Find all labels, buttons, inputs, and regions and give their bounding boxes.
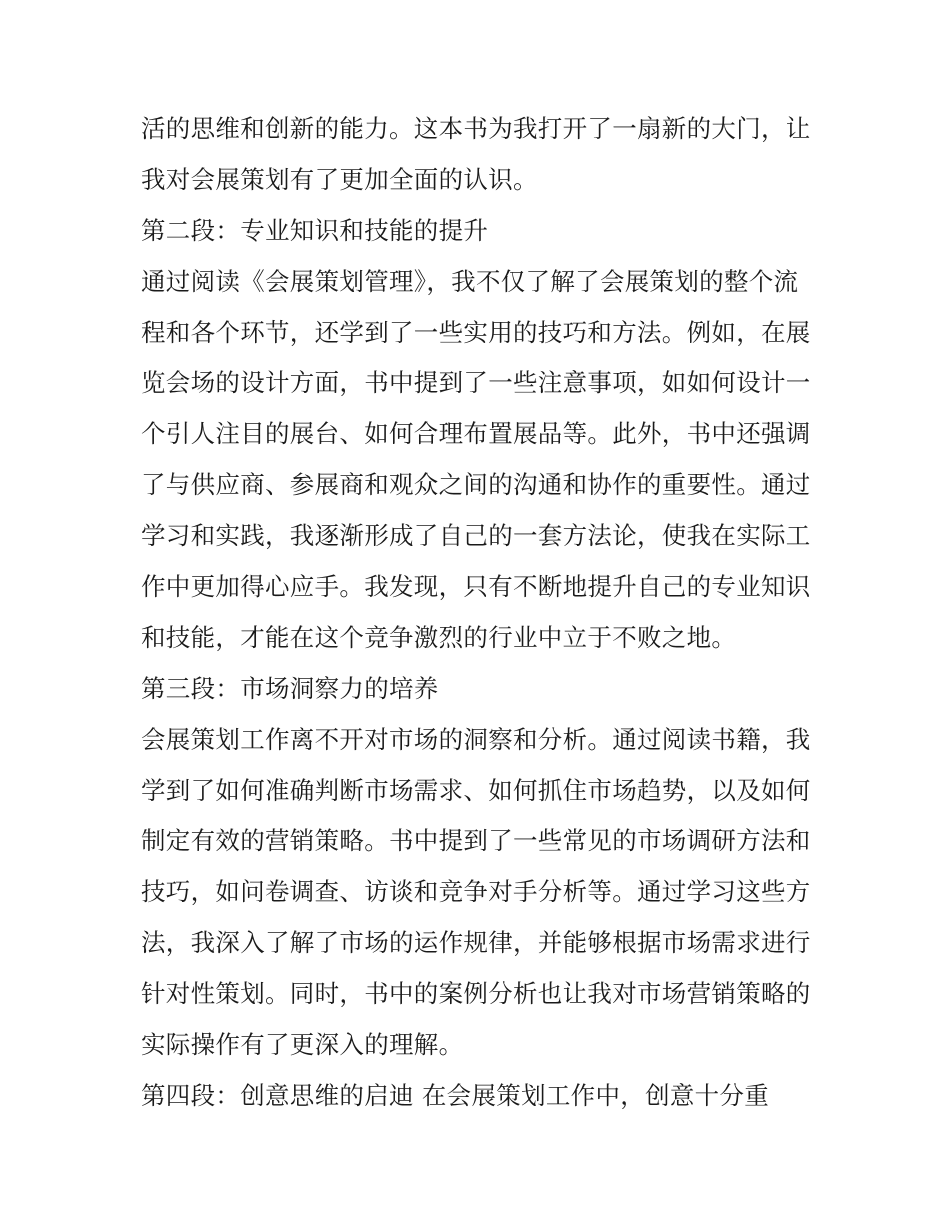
text-line: 我对会展策划有了更加全面的认识。 bbox=[141, 164, 538, 194]
text-line: 法，我深入了解了市场的运作规律，并能够根据市场需求进行 bbox=[141, 928, 811, 958]
text-line: 了与供应商、参展商和观众之间的沟通和协作的重要性。通过 bbox=[141, 470, 811, 500]
text-line: 制定有效的营销策略。书中提到了一些常见的市场调研方法和 bbox=[141, 826, 811, 856]
text-line: 个引人注目的展台、如何合理布置展品等。此外，书中还强调 bbox=[141, 419, 811, 449]
text-line: 作中更加得心应手。我发现，只有不断地提升自己的专业知识 bbox=[141, 572, 811, 602]
text-line: 览会场的设计方面，书中提到了一些注意事项，如如何设计一 bbox=[141, 368, 811, 398]
body-text bbox=[141, 104, 831, 1122]
section-heading-3: 第三段：市场洞察力的培养 bbox=[141, 673, 439, 703]
text-line: 学到了如何准确判断市场需求、如何抓住市场趋势，以及如何 bbox=[141, 775, 811, 805]
text-line: 技巧，如问卷调查、访谈和竞争对手分析等。通过学习这些方 bbox=[141, 877, 811, 907]
section-heading-2: 第二段：专业知识和技能的提升 bbox=[141, 215, 489, 245]
text-line: 和技能，才能在这个竞争激烈的行业中立于不败之地。 bbox=[141, 622, 737, 652]
text-line: 针对性策划。同时，书中的案例分析也让我对市场营销策略的 bbox=[141, 979, 811, 1009]
text-line: 学习和实践，我逐渐形成了自己的一套方法论，使我在实际工 bbox=[141, 521, 811, 551]
text-line: 会展策划工作离不开对市场的洞察和分析。通过阅读书籍，我 bbox=[141, 724, 811, 754]
text-line: 活的思维和创新的能力。这本书为我打开了一扇新的大门，让 bbox=[141, 114, 811, 143]
section-heading-4: 第四段：创意思维的启迪 在会展策划工作中，创意十分重 bbox=[141, 1080, 770, 1110]
text-line: 程和各个环节，还学到了一些实用的技巧和方法。例如，在展 bbox=[141, 317, 811, 347]
text-line: 通过阅读《会展策划管理》，我不仅了解了会展策划的整个流 bbox=[141, 266, 799, 296]
text-line: 实际操作有了更深入的理解。 bbox=[141, 1030, 464, 1060]
